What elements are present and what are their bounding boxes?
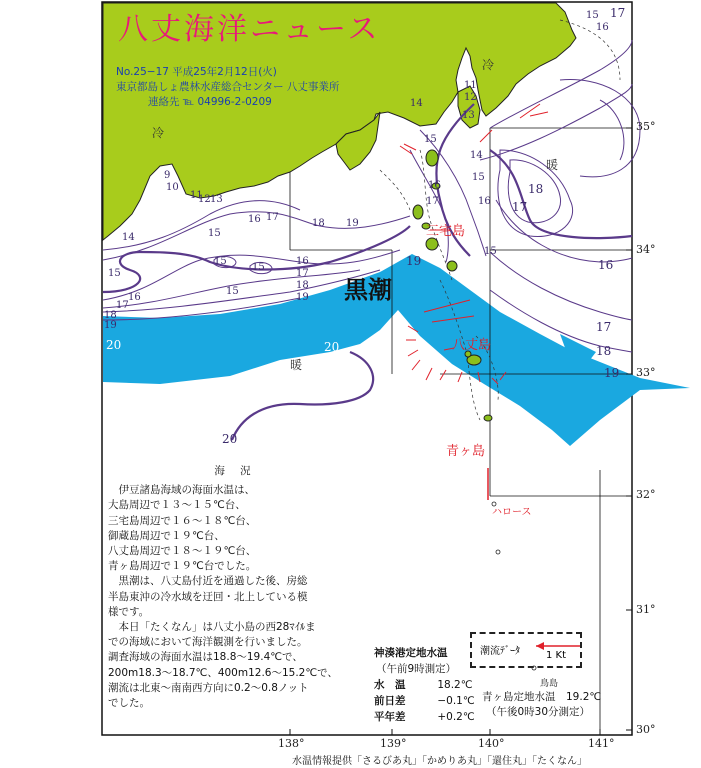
warm-water-label: 暖 [290,358,303,372]
cold-water-label: 冷 [152,126,165,140]
isotherm-value: 17 [512,200,528,214]
isotherm-value: 17 [596,320,612,334]
aoga-title: 青ヶ島定地水温 19.2℃ [482,691,602,703]
isotherm-value: 15 [252,262,265,273]
isotherm-value: 15 [586,10,599,21]
isotherm-value: 15 [208,228,221,239]
obs-value: +0.2℃ [437,711,475,723]
torishima-label: 鳥島 [540,679,559,689]
miyake-label: 三宅島 [426,224,466,239]
isotherm-value: 17 [116,300,129,311]
isotherm-value: 19 [346,218,359,229]
report-line: 大島周辺で１３～１５℃台、 [108,499,246,512]
isotherm-value: 14 [122,232,135,243]
report-line: 半島東沖の冷水域を迂回・北上している模 [108,590,308,603]
issue-number: No.25−17 平成25年2月12日(火) [116,66,277,78]
isotherm-value: 20 [222,432,238,446]
isotherm-value: 19 [104,320,117,331]
hachijo-label: 八丈島 [452,338,492,353]
isotherm-value: 13 [210,194,223,205]
lat-label: 35° [636,120,656,133]
lon-label: 140° [478,737,505,750]
lon-label: 139° [380,737,407,750]
report-line: 本日「たくなん」は八丈小島の西28ﾏｲﾙま [118,621,316,634]
report-line: 青ヶ島周辺で１９℃台でした。 [108,560,257,573]
isotherm-value: 15 [424,134,437,145]
aogashima-observation [482,690,601,720]
report-line: 三宅島周辺で１６～１８℃台、 [108,514,257,527]
isotherm-value: 15 [226,286,239,297]
report-line: 200m18.3～18.7℃、400m12.6～15.2℃で、 [108,666,338,679]
isotherm-value: 13 [462,110,475,121]
obs-label: 前日差 [374,695,406,707]
lon-label: 138° [278,737,305,750]
sea-condition-report [108,464,363,711]
obs-title: 神湊港定地水温 [374,647,448,659]
lon-label: 141° [588,737,615,750]
isotherm-value: 16 [596,22,609,33]
report-line: 調査海域の海面水温は18.8～19.4℃で、 [108,651,303,664]
isotherm-value: 18 [528,182,544,196]
page-title: 八丈海洋ニュース [118,12,381,47]
lat-label: 32° [636,488,656,501]
report-heading: 海 況 [214,465,257,477]
obs-row [374,677,475,693]
isotherm-value: 18 [312,218,325,229]
report-line: 潮流は北東～南南西方向に0.2～0.8ノット [108,681,309,694]
isotherm-value: 18 [596,344,612,358]
isotherm-value: 17 [610,6,626,20]
lat-label: 33° [636,366,656,379]
isotherm-value: 20 [324,340,340,354]
isotherm-value: 18 [104,310,117,321]
obs-row [374,693,475,709]
report-line: でした。 [108,697,150,710]
legend-label: 潮流ﾃﾞｰﾀ [480,646,520,657]
isotherm-value: 15 [108,268,121,279]
isotherm-value: 18 [296,280,309,291]
isotherm-value: 10 [166,182,179,193]
obs-label: 平年差 [374,711,406,723]
aoga-time: （午後0時30分測定） [486,706,591,718]
isotherm-value: 14 [470,150,483,161]
lat-label: 34° [636,243,656,256]
lat-label: 31° [636,603,656,616]
report-line: での海域において海洋観測を行いました。 [108,636,308,649]
isotherm-value: 19 [406,254,422,268]
isotherm-value: 14 [410,98,423,109]
obs-value: 18.2℃ [437,679,473,691]
legend-unit: 1 Kt [546,650,567,661]
obs-time: （午前9時測定） [376,663,457,675]
isotherm-value: 20 [106,338,122,352]
current-legend [470,632,582,668]
isotherm-value: 16 [598,258,614,272]
isotherm-value: 17 [266,212,279,223]
isotherm-value: 16 [296,256,309,267]
data-credit: 水温情報提供「さるびあ丸」「かめりあ丸」「還住丸」「たくなん」 [292,756,587,767]
organization: 東京都島しょ農林水産総合センター 八丈事業所 [116,81,340,93]
isotherm-value: 19 [604,366,620,380]
report-line: 黒潮は、八丈島付近を通過した後、房総 [118,575,308,588]
contact: 連絡先 ℡ 04996-2-0209 [148,96,272,108]
isotherm-value: 17 [426,196,439,207]
aogashima-label: 青ヶ島 [446,444,486,459]
report-line: 伊豆諸島海域の海面水温は、 [118,484,255,497]
obs-label: 水 温 [374,679,406,691]
isotherm-value: 16 [478,196,491,207]
isotherm-value: 11 [190,190,203,201]
isotherm-value: 15 [214,256,227,267]
kaminato-observation [374,645,475,725]
isotherm-value: 16 [128,292,141,303]
harorosu-label: ハロース [492,507,532,518]
isotherm-value: 12 [198,194,211,205]
isotherm-value: 17 [296,268,309,279]
isotherm-value: 19 [296,292,309,303]
kuroshio-label: 黒潮 [344,276,392,304]
obs-row [374,709,475,725]
obs-value: −0.1℃ [437,695,475,707]
isotherm-value: 16 [428,180,441,191]
isotherm-value: 16 [248,214,261,225]
cold-water-label: 冷 [482,58,495,72]
isotherm-value: 9 [164,170,171,181]
isotherm-value: 11 [464,80,477,91]
lat-label: 30° [636,723,656,736]
isotherm-value: 12 [464,92,477,103]
report-line: 御蔵島周辺で１９℃台、 [108,529,225,542]
report-line: 様です。 [108,605,150,618]
report-line: 八丈島周辺で１８～１９℃台、 [108,545,257,558]
isotherm-value: 15 [472,172,485,183]
isotherm-value: 15 [484,246,497,257]
warm-water-label: 暖 [546,158,559,172]
